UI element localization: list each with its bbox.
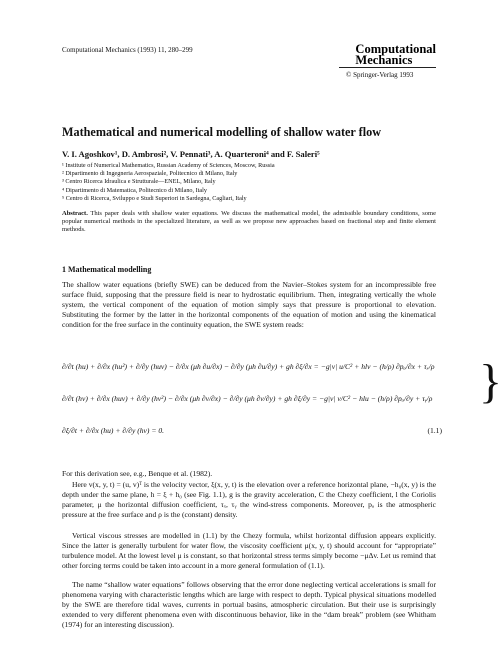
affiliation-1: ¹ Institute of Numerical Mathematics, Russian Academy of Sciences, Moscow, Russia <box>62 162 275 169</box>
equation-line-3: ∂ξ/∂t + ∂/∂x (hu) + ∂/∂y (hv) = 0. <box>62 426 165 435</box>
paper-title: Mathematical and numerical modelling of shallow water flow <box>62 125 381 139</box>
journal-citation: Computational Mechanics (1993) 11, 280–299 <box>62 46 193 54</box>
affiliation-3: ³ Centro Ricerca Idraulica e Strutturale—ENEL, Milano, Italy <box>62 178 216 186</box>
journal-rule <box>339 67 436 68</box>
equation-line-2: ∂/∂t (hv) + ∂/∂x (huv) + ∂/∂y (hv²) − ∂/∂x (μh ∂v/∂x) − ∂/∂y (μh ∂v/∂y) + gh ∂ξ/∂y = −g|v| v/C² − hlu − (h/ρ) ∂pₐ/∂y + τᵧ/ρ <box>62 394 433 403</box>
affiliation-4: ⁴ Dipartimento di Matematica, Politecnico di Milano, Italy <box>62 186 207 194</box>
publisher-copyright: © Springer-Verlag 1993 <box>346 71 414 79</box>
paragraph-derivation: For this derivation see, e.g., Benque et al. (1982). <box>62 469 213 478</box>
author-list: V. I. Agoshkov¹, D. Ambrosi², V. Pennati³, A. Quarteroni⁴ and F. Saleri⁵ <box>62 149 320 159</box>
abstract-label: Abstract. <box>62 210 88 217</box>
journal-name-line-1: Computational <box>355 42 436 56</box>
section-heading: 1 Mathematical modelling <box>62 265 152 274</box>
abstract <box>62 210 436 235</box>
journal-logo <box>355 44 436 66</box>
journal-name-line-2: Mechanics <box>355 53 413 67</box>
abstract-text: This paper deals with shallow water equations. We discuss the mathematical model, the admissible boundary conditions, some popular numerical methods in the specialized literature, as well as we propose new approaches based on fractional step and finite element methods. <box>62 210 436 234</box>
affiliation-2: ² Dipartimento di Ingegneria Aerospaziale, Politecnico di Milano, Italy <box>62 170 238 178</box>
equation-number: (1.1) <box>427 426 442 435</box>
equation-block <box>62 350 502 468</box>
equation-line-1: ∂/∂t (hu) + ∂/∂x (hu²) + ∂/∂y (huv) − ∂/∂x (μh ∂u/∂x) − ∂/∂y (μh ∂u/∂y) + gh ∂ξ/∂x = −g|v| u/C² + hlv − (h/ρ) ∂pₐ/∂x + τₓ/ρ <box>62 362 435 371</box>
paragraph-viscous: Vertical viscous stresses are modelled in (1.1) by the Chezy formula, whilst horizontal diffusion appears explicitly. Since the latter is generally turbulent for water flow, the viscosity coefficient μ(x, y, t) should account for “appropriate” turbulence model. At the lowest level μ is constant, so that horizontal stress terms simply become −μΔv. Let us remind that other forcing terms could be taken into account in a more general formulation of (1.1). <box>62 531 436 570</box>
paragraph-intro: The shallow water equations (briefly SWE) can be deduced from the Navier–Stokes system for an incompressible free surface fluid, supposing that the pressure field is near to hydrostatic equilibrium. Then, integrating vertically the whole system, the vertical component of the equation of motion simply says that pressure is proportional to elevation. Substituting the former by the latter in the horizontal components of the equation of motion and using the kinematical condition for the free surface in the continuity equation, the SWE system reads: <box>62 280 436 329</box>
paragraph-shallow-water: The name “shallow water equations” follows observing that the error done neglecting vertical accelerations is small for phenomena varying with characteristic lengths which are large with respect to depth. Typical physical situations modelled by the SWE are therefore tidal waves, currents in portual basins, atmospheric circulation. But their use is surprisingly extended to very different phenomena even with discontinuous behavior, like in the “dam break” problem (see Whitham (1974) for an interesting discussion). <box>62 580 436 629</box>
equation-brace: } <box>479 355 502 408</box>
affiliation-5: ⁵ Centro di Ricerca, Sviluppo e Studi Superiori in Sardegna, Cagliari, Italy <box>62 194 247 202</box>
affiliations <box>62 162 275 203</box>
paragraph-definitions: Here v(x, y, t) = (u, v)ᵀ is the velocity vector, ξ(x, y, t) is the elevation over a reference horizontal plane, −h₀(x, y) is the depth under the same plane, h = ξ + h₀ (see Fig. 1.1), g is the gravity acceleration, C the Chezy coefficient, l the Coriolis parameter, μ the horizontal diffusion coefficient, τₓ, τᵧ the wind-stress components. Moreover, pₐ is the atmospheric pressure at the free surface and ρ is the (constant) density. <box>62 480 436 519</box>
